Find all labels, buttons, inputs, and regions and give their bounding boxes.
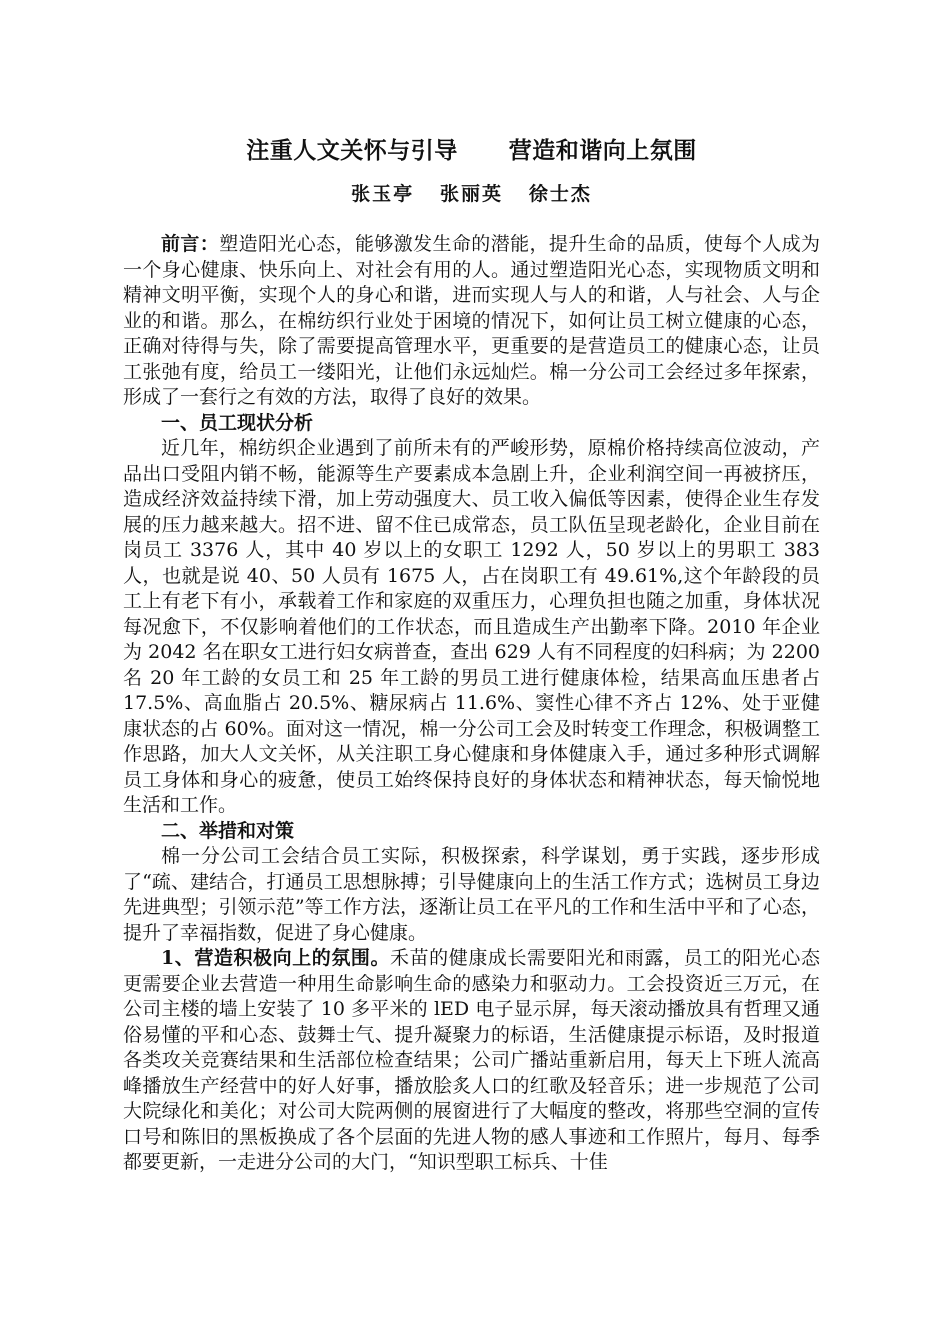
- item1-label: 1、营造积极向上的氛围。: [161, 947, 391, 969]
- document-title: 注重人文关怀与引导 营造和谐向上氛围: [246, 137, 697, 164]
- section2-heading: 二、举措和对策: [161, 819, 295, 842]
- preface-text: 塑造阳光心态，能够激发生命的潜能，提升生命的品质，使每个人成为一个身心健康、快乐向上、对社会有用的人。通过塑造阳光心态，实现物质文明和精神文明平衡，实现个人的身心和谐，进而实现人与人的和谐，人与社会、人与企业的和谐。那么，在棉纺织行业处于困境的情况下，如何让员工树立健康的心态，正确对待得与失，除了需要提高管理水平，更重要的是营造员工的健康心态，让员工张弛有度，给员工一缕阳光，让他们永远灿烂。棉一分公司工会经过多年探索，形成了一套行之有效的方法，取得了良好的效果。: [123, 233, 820, 408]
- section1-heading: 一、员工现状分析: [161, 411, 314, 434]
- section2-paragraph: 棉一分公司工会结合员工实际，积极探索，科学谋划，勇于实践，逐步形成了“疏、建结合，打通员工思想脉搏；引导健康向上的生活工作方式；选树员工身边先进典型；引领示范”等工作方法，逐渐让员工在平凡的工作和生活中平和了心态，提升了幸福指数，促进了身心健康。: [123, 845, 820, 944]
- item1-paragraph: [123, 946, 820, 1176]
- preface-paragraph: [123, 232, 820, 411]
- preface-label: 前言：: [161, 233, 220, 255]
- item1-text: 禾苗的健康成长需要阳光和雨露，员工的阳光心态更需要企业去营造一种用生命影响生命的感染力和驱动力。工会投资近三万元，在公司主楼的墙上安装了 10 多平米的 lED 电子显示屏，每天滚动播放具有哲理又通俗易懂的平和心态、鼓舞士气、提升凝聚力的标语，生活健康提示标语，及时报道各类攻关竞赛结果和生活部位检查结果；公司广播站重新启用，每天上下班人流高峰播放生产经营中的好人好事，播放脍炙人口的红歌及轻音乐；进一步规范了公司大院绿化和美化；对公司大院两侧的展窗进行了大幅度的整改，将那些空洞的宣传口号和陈旧的黑板换成了各个层面的先进人物的感人事迹和工作照片，每月、每季都要更新，一走进分公司的大门，“知识型职工标兵、十佳: [123, 947, 820, 1173]
- document-authors: 张玉亭 张丽英 徐士杰: [351, 183, 592, 205]
- section1-paragraph: 近几年，棉纺织企业遇到了前所未有的严峻形势，原棉价格持续高位波动，产品出口受阻内销不畅，能源等生产要素成本急剧上升，企业利润空间一再被挤压，造成经济效益持续下滑，加上劳动强度大、员工收入偏低等因素，使得企业生存发展的压力越来越大。招不进、留不住已成常态，员工队伍呈现老龄化，企业目前在岗员工 3376 人，其中 40 岁以上的女职工 1292 人，50 岁以上的男职工 383 人，也就是说 40、50 人员有 1675 人，占在岗职工有 49.61%,这个年龄段的员工上有老下有小，承载着工作和家庭的双重压力，心理负担也随之加重，身体状况每况愈下，不仅影响着他们的工作状态，而且造成生产出勤率下降。2010 年企业为 2042 名在职女工进行妇女病普查，查出 629 人有不同程度的妇科病；为 2200 名 20 年工龄的女员工和 25 年工龄的男员工进行健康体检，结果高血压患者占 17.5%、高血脂占 20.5%、糖尿病占 11.6%、窦性心律不齐占 12%、处于亚健康状态的占 60%。面对这一情况，棉一分公司工会及时转变工作理念，积极调整工作思路，加大人文关怀，从关注职工身心健康和身体健康入手，通过多种形式调解员工身体和身心的疲惫，使员工始终保持良好的身体状态和精神状态，每天愉悦地生活和工作。: [123, 437, 820, 816]
- document-body: [123, 232, 820, 1176]
